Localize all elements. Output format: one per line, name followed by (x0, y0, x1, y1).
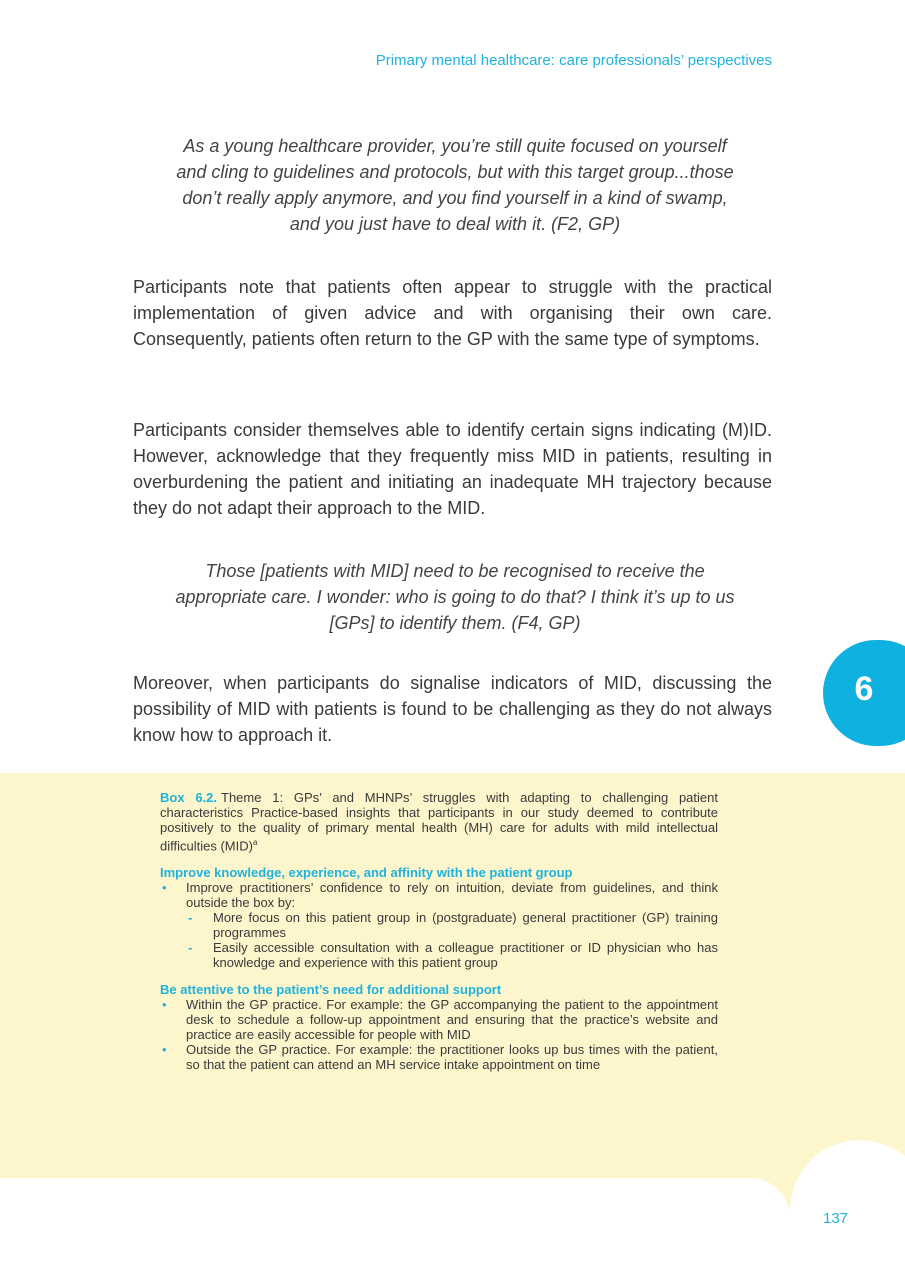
list-item (160, 880, 718, 970)
paragraph-1: Participants note that patients often appear to struggle with the practical implementation of given advice and with organising their own care. Consequently, patients often return to the GP with the same type of symptoms. (133, 277, 772, 349)
bullet-icon: • (162, 880, 167, 896)
running-header: Primary mental healthcare: care professionals’ perspectives (375, 52, 772, 69)
info-box (160, 790, 718, 1072)
bullet-list-support (160, 997, 718, 1072)
bullet-text: Improve practitioners’ confidence to rely on intuition, deviate from guidelines, and think outside the box by: (186, 880, 718, 911)
list-item (160, 997, 718, 1042)
bullet-text: Outside the GP practice. For example: the practitioner looks up bus times with the patient, so that the patient can attend an MH service intake appointment on time (186, 1042, 718, 1073)
box-title-footnote-mark: a (252, 838, 258, 847)
list-item (160, 1042, 718, 1072)
chapter-number: 6 (854, 670, 874, 708)
section-heading-support: Be attentive to the patient’s need for additional support (160, 982, 502, 998)
sub-bullet-text: Easily accessible consultation with a colleague practitioner or ID physician who has knowledge and experience with this patient group (213, 940, 718, 971)
sub-list-item (186, 940, 718, 970)
quote-2: Those [patients with MID] need to be recognised to receive the appropriate care. I wonder: who is going to do that? I think it’s up to us [GPs] to identify them. (F4, GP) (175, 561, 735, 633)
box-title (160, 790, 718, 853)
box-title-text: Theme 1: GPs’ and MHNPs’ struggles with adapting to challenging patient characteristics Practice-based insights that participants in our study deemed to contribute positively to the quality of primary mental health (MH) care for adults with mild intellectual difficulties (MID) (160, 790, 718, 854)
chapter-tab[interactable] (823, 640, 905, 746)
bullet-icon: • (162, 1042, 167, 1058)
sub-bullet-text: More focus on this patient group in (postgraduate) general practitioner (GP) training programmes (213, 910, 718, 941)
section-heading-knowledge: Improve knowledge, experience, and affinity with the patient group (160, 865, 573, 881)
bullet-icon: • (162, 997, 167, 1013)
quote-1: As a young healthcare provider, you’re still quite focused on yourself and cling to guidelines and protocols, but with this target group...those don’t really apply anymore, and you find yourself in a kind of swamp, and you just have to deal with it. (F2, GP) (176, 136, 734, 234)
paragraph-2: Participants consider themselves able to identify certain signs indicating (M)ID. However, acknowledge that they frequently miss MID in patients, resulting in overburdening the patient and initiating an inadequate MH trajectory because they do not adapt their approach to the MID. (133, 420, 772, 518)
page-number: 137 (823, 1210, 849, 1227)
bullet-text: Within the GP practice. For example: the GP accompanying the patient to the appointment desk to schedule a follow-up appointment and ensuring that the practice’s website and practice are easily accessible for people with MID (186, 997, 718, 1043)
bullet-list-knowledge (160, 880, 718, 970)
box-label: Box 6.2. (160, 790, 218, 805)
sub-list-item (186, 910, 718, 940)
paragraph-3: Moreover, when participants do signalise indicators of MID, discussing the possibility of MID with patients is found to be challenging as they do not always know how to approach it. (133, 673, 772, 745)
sub-list (186, 910, 718, 970)
dash-icon: - (188, 940, 193, 956)
dash-icon: - (188, 910, 193, 926)
